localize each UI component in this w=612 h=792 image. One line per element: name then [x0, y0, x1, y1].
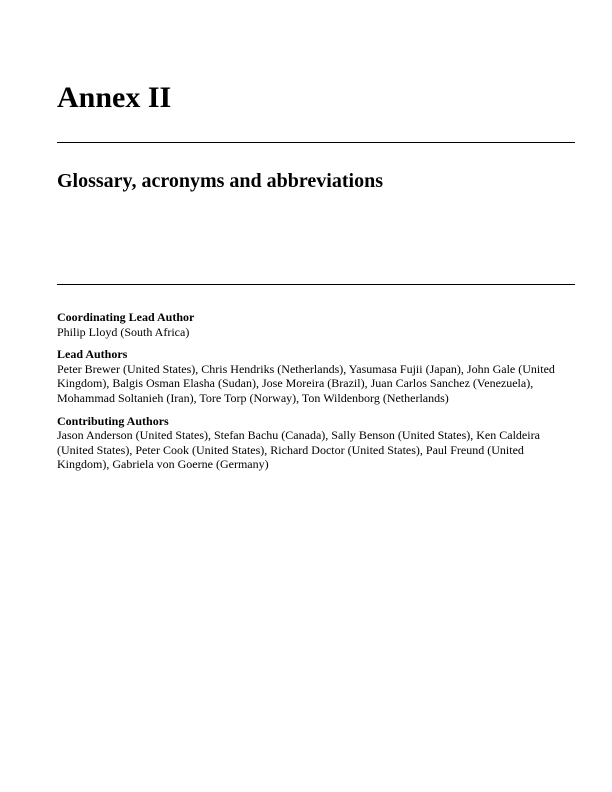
document-subtitle: Glossary, acronyms and abbreviations [57, 170, 383, 192]
lead-authors-names: Peter Brewer (United States), Chris Hendriks (Netherlands), Yasumasa Fujii (Japan), John Gale (United Kingdom), Balgis Osman Elasha (Sudan), Jose Moreira (Brazil), Juan Carlos Sanchez (Venezuela), Mohammad Soltanieh (Iran), Tore Torp (Norway), Ton Wildenborg (Netherlands) [57, 361, 555, 405]
contributing-authors-heading: Contributing Authors [57, 413, 169, 428]
lead-authors-heading: Lead Authors [57, 347, 128, 362]
coordinating-lead-author-names: Philip Lloyd (South Africa) [57, 324, 190, 339]
bottom-divider [57, 284, 575, 285]
lead-authors-section [57, 347, 575, 405]
annex-title: Annex II [57, 81, 172, 114]
top-divider [57, 142, 575, 143]
authors-block [57, 310, 575, 480]
coordinating-lead-author-heading: Coordinating Lead Author [57, 310, 195, 324]
coordinating-lead-author-section [57, 310, 575, 339]
contributing-authors-names: Jason Anderson (United States), Stefan Bachu (Canada), Sally Benson (United States), Ken Caldeira (United States), Peter Cook (United States), Richard Doctor (United States), Paul Freund (United Kingdom), Gabriela von Goerne (Germany) [57, 428, 540, 472]
contributing-authors-section [57, 414, 575, 472]
